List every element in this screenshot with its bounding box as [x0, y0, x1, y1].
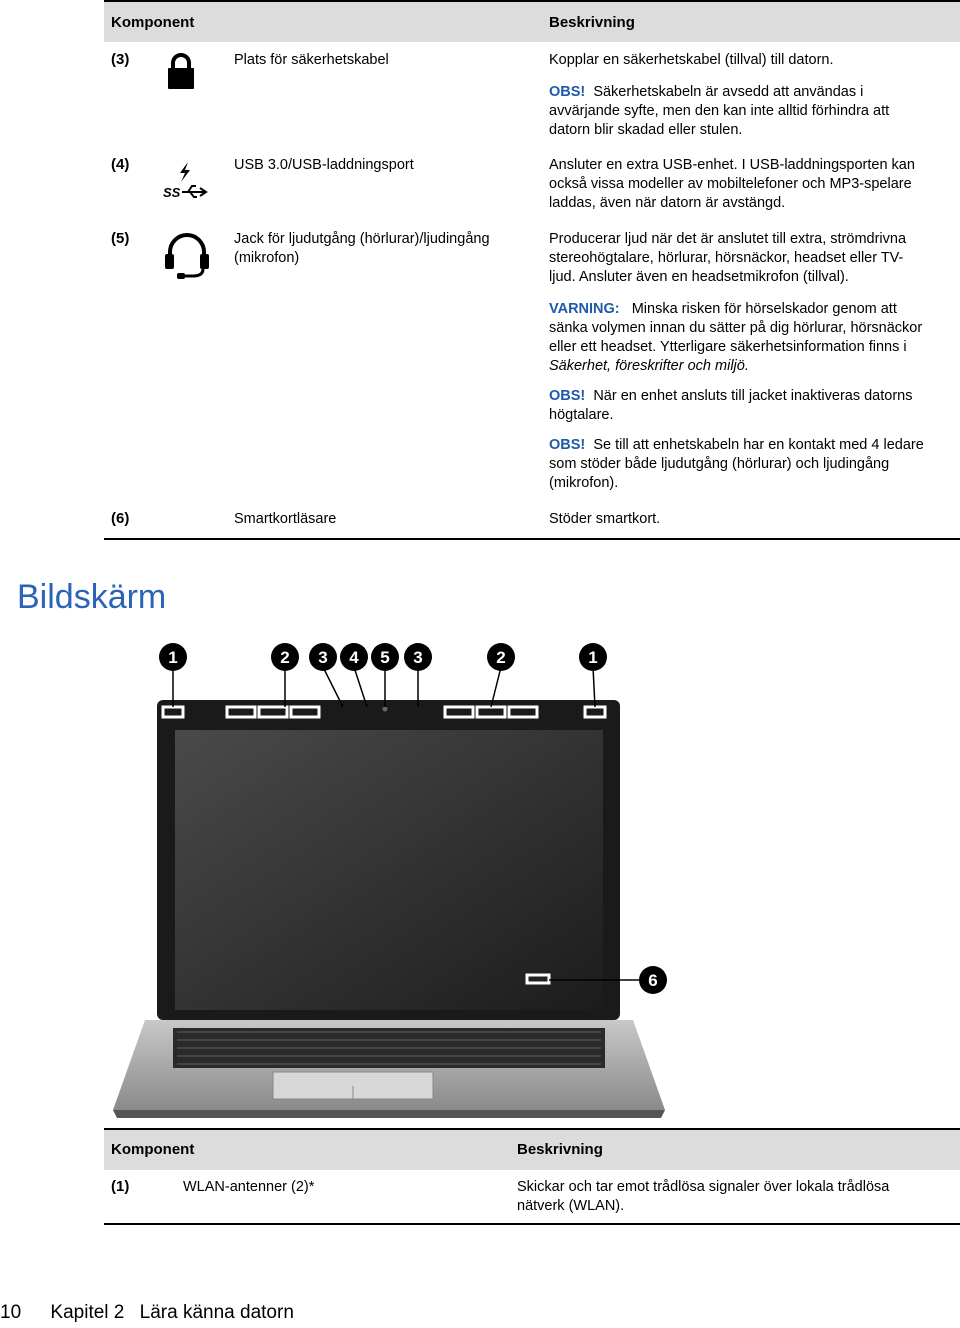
component-name: USB 3.0/USB-laddningsport	[234, 157, 414, 173]
callout-3	[403, 642, 433, 676]
table2-header-component: Komponent	[111, 1141, 195, 1158]
note-line: som stöder både ljudutgång (hörlurar) och ljudingång	[549, 456, 890, 472]
warning-label: VARNING:	[549, 301, 620, 317]
note-line: (mikrofon).	[549, 475, 619, 491]
page-number: 10	[0, 1302, 22, 1323]
callout-1	[578, 642, 608, 676]
svg-text:4: 4	[349, 648, 359, 667]
row-number: (1)	[111, 1178, 130, 1195]
row-number: (3)	[111, 51, 130, 68]
table1-header-component: Komponent	[111, 14, 195, 31]
usb-charging-icon	[160, 160, 210, 202]
callout-6	[638, 965, 668, 999]
callout-1	[158, 642, 188, 676]
callout-2	[270, 642, 300, 676]
svg-text:1: 1	[168, 648, 178, 667]
chapter-label: Kapitel 2	[50, 1302, 125, 1323]
svg-text:2: 2	[280, 648, 290, 667]
callout-2	[486, 642, 516, 676]
svg-text:2: 2	[496, 648, 506, 667]
note-block	[549, 387, 954, 425]
component-name: Smartkortläsare	[234, 511, 337, 527]
table1-header-bar	[104, 2, 960, 42]
section-title: Bildskärm	[17, 578, 167, 616]
svg-text:6: 6	[648, 971, 658, 990]
note-label: OBS!	[549, 84, 586, 100]
description-line: Ansluter en extra USB-enhet. I USB-laddningsporten kan	[549, 157, 915, 173]
svg-text:3: 3	[413, 648, 423, 667]
lock-icon	[165, 52, 197, 90]
note-line: Säkerhetskabeln är avsedd att användas i	[593, 84, 864, 100]
callout-5	[370, 642, 400, 676]
component-description	[517, 1178, 947, 1216]
note-block	[549, 436, 954, 493]
warning-block	[549, 300, 954, 376]
description-line: Skickar och tar emot trådlösa signaler över lokala trådlösa	[517, 1179, 890, 1195]
note-label: OBS!	[549, 388, 586, 404]
headset-icon	[163, 230, 211, 280]
note-block	[549, 83, 954, 140]
component-name	[234, 230, 534, 268]
page-footer	[0, 1302, 304, 1324]
row-number: (6)	[111, 510, 130, 527]
description-line: ljud. Ansluter även en headsetmikrofon (tillval).	[549, 269, 849, 285]
callout-4	[339, 642, 369, 676]
description-line: Producerar ljud när det är anslutet till extra, strömdrivna	[549, 231, 907, 247]
note-line: När en enhet ansluts till jacket inaktiveras datorns	[593, 388, 913, 404]
laptop-figure	[105, 635, 675, 1120]
note-line: Se till att enhetskabeln har en kontakt med 4 ledare	[593, 437, 924, 453]
svg-text:1: 1	[588, 648, 598, 667]
row-number: (5)	[111, 230, 130, 247]
table1-bottom-rule	[104, 538, 960, 540]
chapter-title: Lära känna datorn	[139, 1302, 294, 1323]
table2-header-description: Beskrivning	[517, 1141, 603, 1158]
note-label: OBS!	[549, 437, 586, 453]
component-name-line: Jack för ljudutgång (hörlurar)/ljudingång	[234, 231, 490, 247]
svg-text:SS: SS	[163, 185, 181, 200]
row-number: (4)	[111, 156, 130, 173]
description-line: också vissa modeller av mobiltelefoner och MP3-spelare	[549, 176, 912, 192]
table1-header-description: Beskrivning	[549, 14, 635, 31]
note-line: högtalare.	[549, 407, 614, 423]
table2-bottom-rule	[104, 1223, 960, 1225]
callout-3	[308, 642, 338, 676]
note-line: datorn blir skadad eller stulen.	[549, 122, 743, 138]
svg-text:3: 3	[318, 648, 328, 667]
description-line: nätverk (WLAN).	[517, 1198, 625, 1214]
warning-reference: Säkerhet, föreskrifter och miljö.	[549, 358, 749, 374]
component-description: Stöder smartkort.	[549, 511, 661, 527]
warning-line: eller ett headset. Ytterligare säkerhetsinformation finns i	[549, 339, 907, 355]
component-description: Kopplar en säkerhetskabel (tillval) till datorn.	[549, 52, 834, 68]
warning-line: Minska risken för hörselskador genom att	[631, 301, 897, 317]
component-description	[549, 230, 954, 287]
description-line: laddas, även när datorn är avstängd.	[549, 195, 786, 211]
note-line: avvärjande syfte, men den kan inte alltid förhindra att	[549, 103, 890, 119]
description-line: stereohögtalare, hörlurar, hörsnäckor, headset eller TV-	[549, 250, 904, 266]
component-description	[549, 156, 954, 213]
warning-line: sänka volymen innan du sätter på dig hörlurar, hörsnäckor	[549, 320, 923, 336]
svg-text:5: 5	[380, 648, 390, 667]
display-screen	[175, 730, 603, 1010]
component-name-line: (mikrofon)	[234, 250, 300, 266]
component-name: Plats för säkerhetskabel	[234, 52, 389, 68]
component-name: WLAN-antenner (2)*	[183, 1179, 315, 1195]
